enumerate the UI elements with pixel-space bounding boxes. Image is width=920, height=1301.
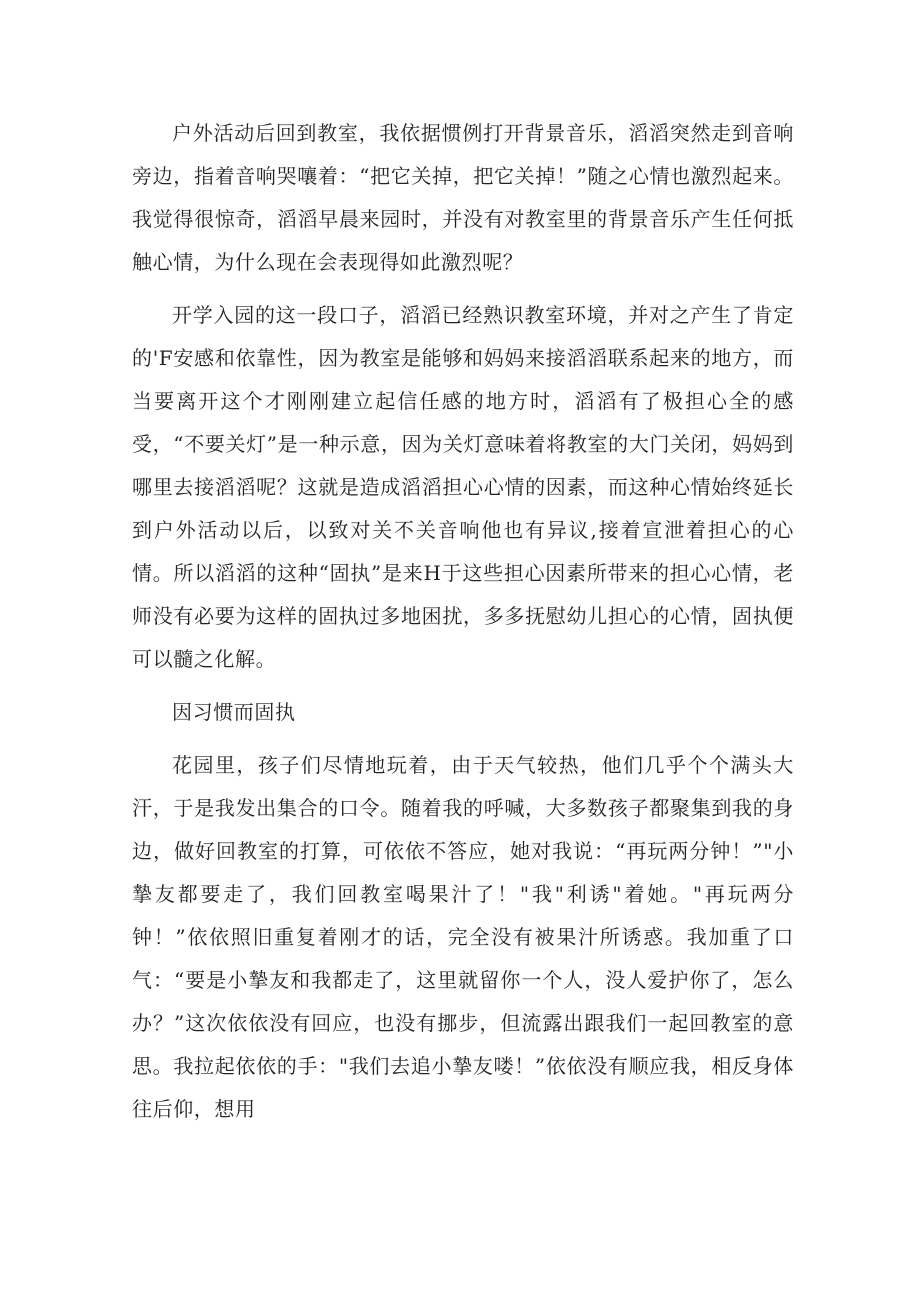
document-body xyxy=(132,112,794,1141)
paragraph-3: 花园里，孩子们尽情地玩着，由于天气较热，他们几乎个个满头大汗，于是我发出集合的口令。随着我的呼喊，大多数孩子都聚集到我的身边，做好回教室的打算，可依依不答应，她对我说：“再玩两分钟！”"小摯友都要走了，我们回教室喝果汁了！"我"利诱"着她。"再玩两分钟！”依依照旧重复着刚才的话，完全没有被果汁所诱惑。我加重了口气：“要是小摯友和我都走了，这里就留你一个人，没人爱护你了，怎么办？”这次依依没有回应，也没有挪步，但流露出跟我们一起回教室的意思。我拉起依依的手："我们去追小摯友喽！”依依没有顺应我，相反身体往后仰，想用 xyxy=(132,753,794,1121)
paragraph-2: 开学入园的这一段口子，滔滔已经熟识教室环境，并对之产生了肯定的'F安感和依靠性，因为教室是能够和妈妈来接滔滔联系起来的地方，而当要离开这个才刚刚建立起信任感的地方时，滔滔有了极担心全的感受，“不要关灯”是一种示意，因为关灯意味着将教室的大门关闭，妈妈到哪里去接滔滔呢？这就是造成滔滔担心心情的因素，而这种心情始终延长到户外活动以后，以致对关不关音响他也有异议,接着宣泄着担心的心情。所以滔滔的这种“固执”是来H于这些担心因素所带来的担心心情，老师没有必要为这样的固执过多地困扰，多多抚慰幼儿担心的心情，固执便可以髓之化解。 xyxy=(132,303,794,671)
paragraph-1: 户外活动后回到教室，我依据惯例打开背景音乐，滔滔突然走到音响旁边，指着音响哭嚷着：“把它关掉，把它关掉！”随之心情也激烈起来。我觉得很惊奇，滔滔早晨来园时，并没有对教室里的背景音乐产生任何抵触心情，为什么现在会表现得如此激烈呢？ xyxy=(132,121,794,274)
section-heading: 因习惯而固执 xyxy=(172,700,296,724)
